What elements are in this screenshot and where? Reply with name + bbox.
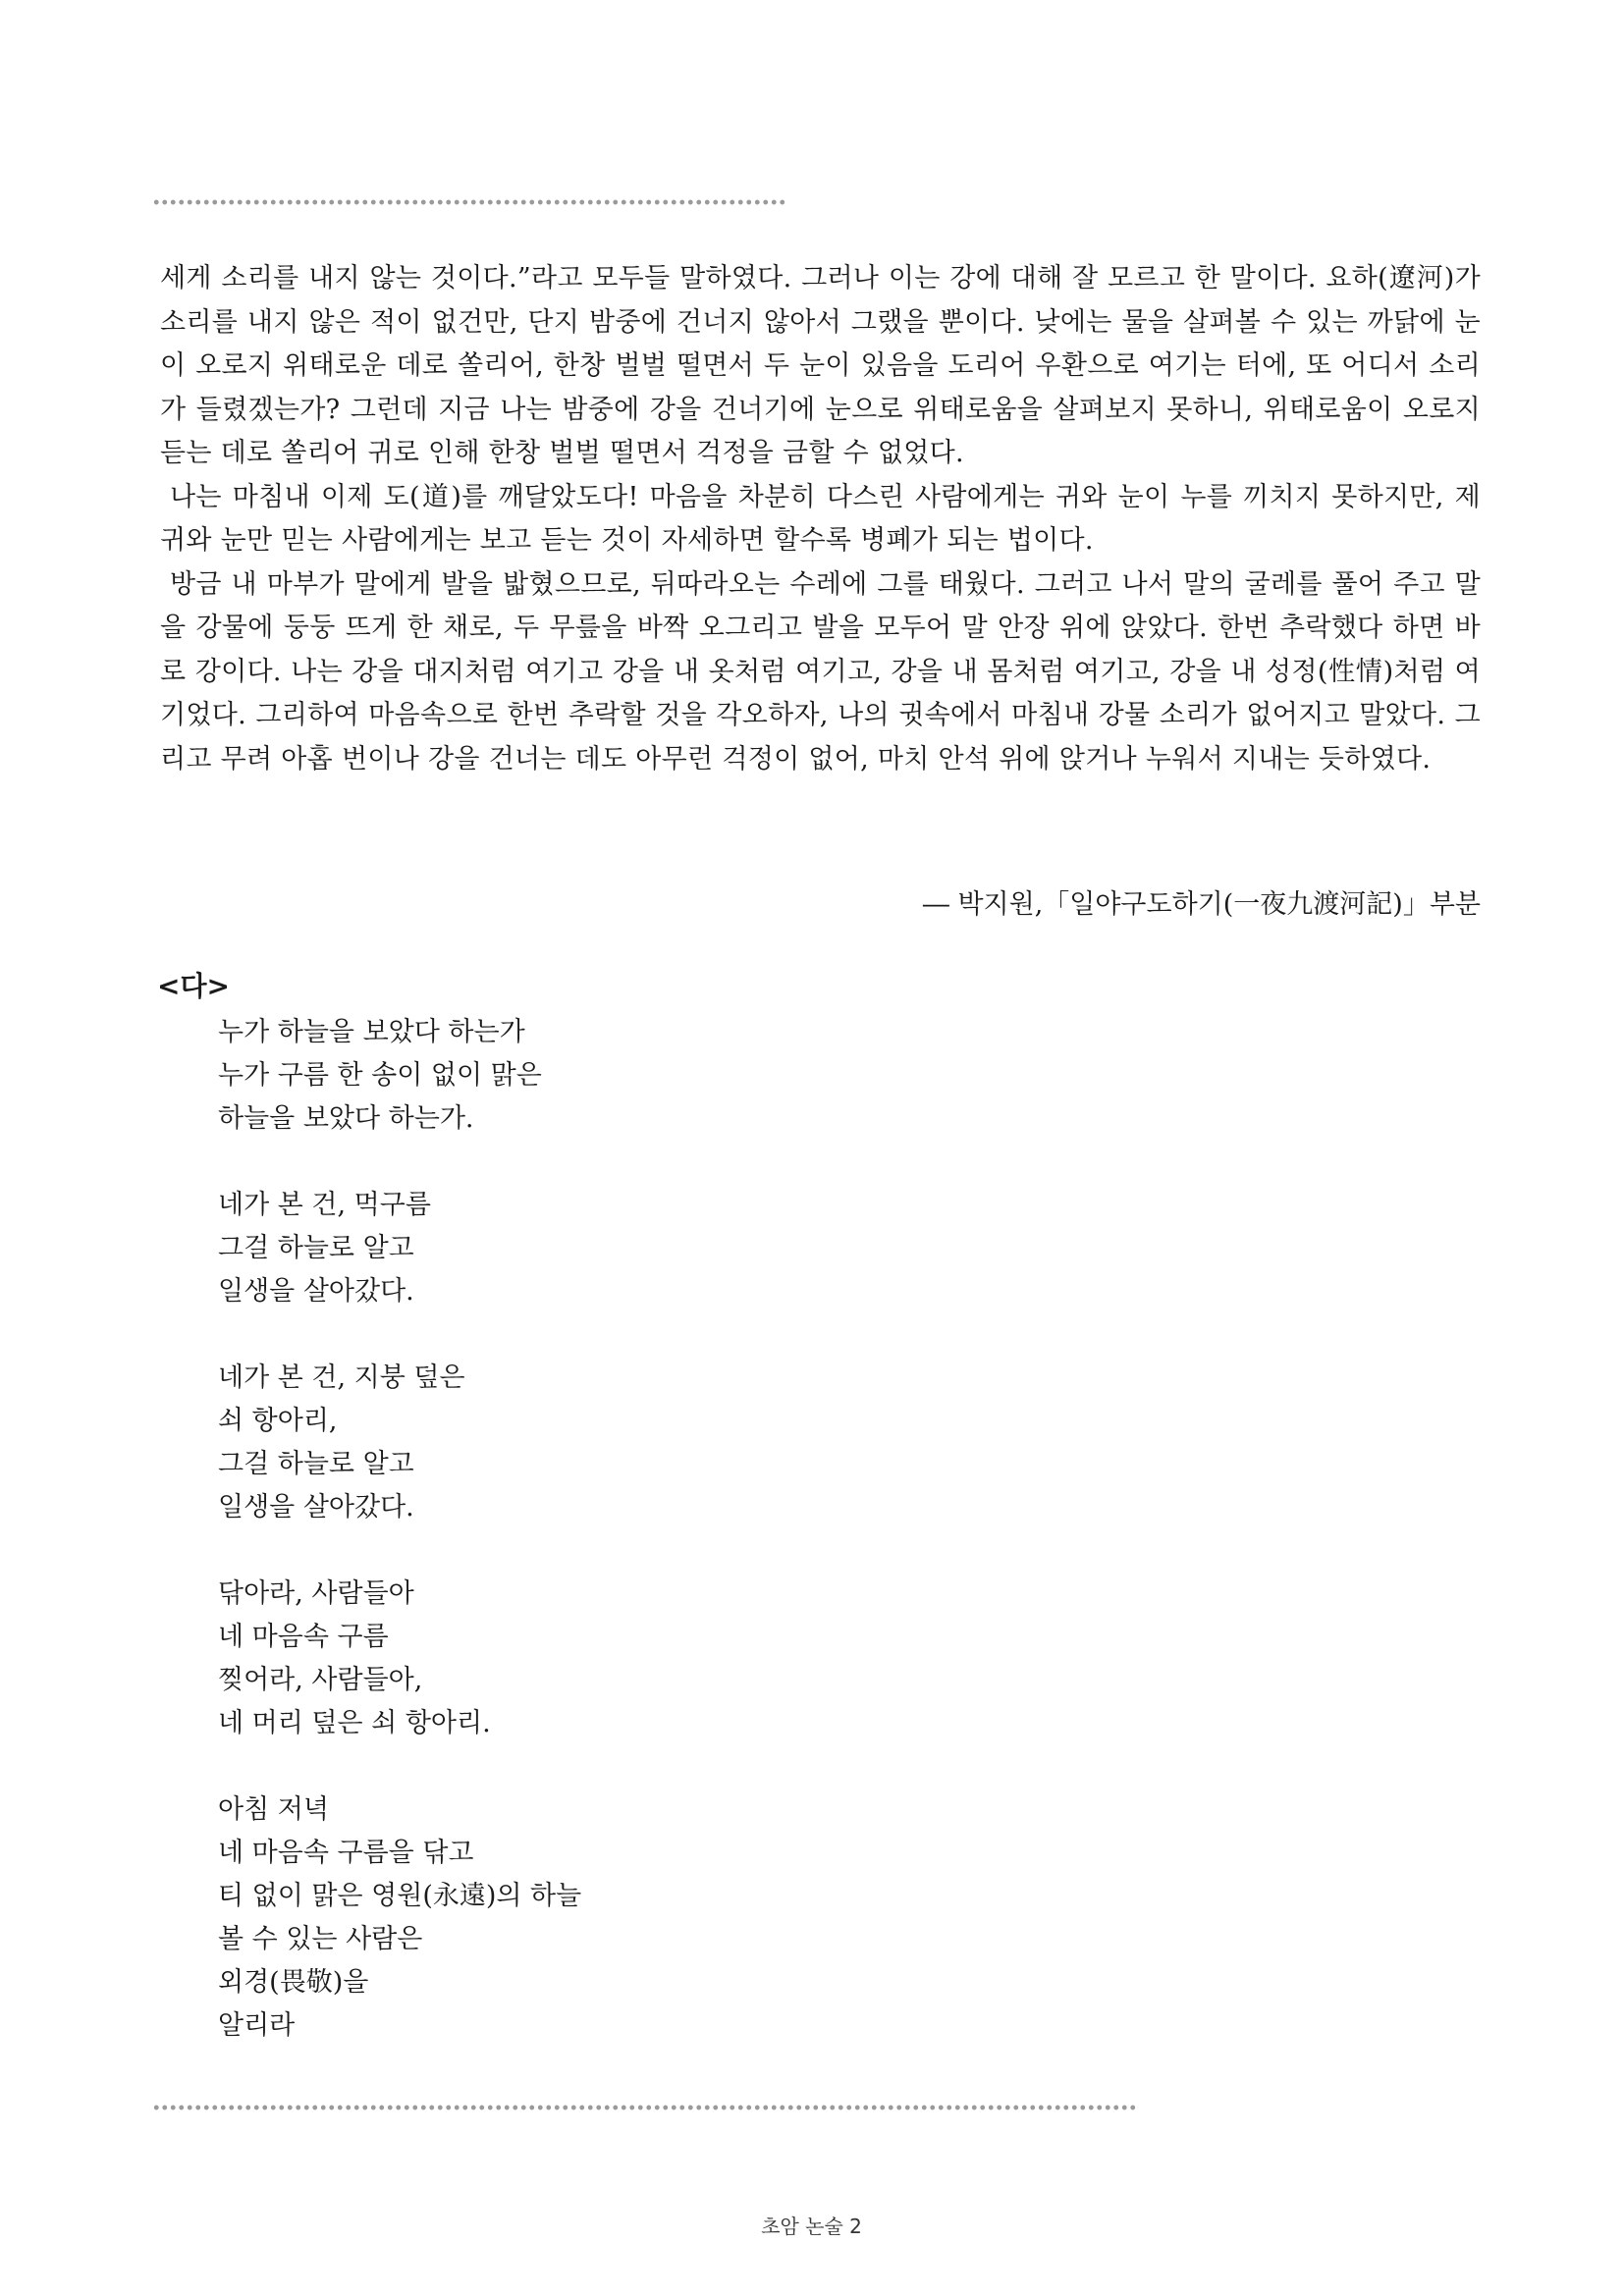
poem-line: 찢어라, 사람들아, (218, 1665, 423, 1695)
poem-line: 하늘을 보았다 하는가. (218, 1103, 474, 1134)
poem-line: 네 머리 덮은 쇠 항아리. (218, 1708, 491, 1738)
poem-stanza (218, 1011, 581, 1141)
poem (218, 1011, 581, 2048)
prose-paragraph: 방금 내 마부가 말에게 발을 밟혔으므로, 뒤따라오는 수레에 그를 태웠다. 그러고 나서 말의 굴레를 풀어 주고 말을 강물에 둥둥 뜨게 한 채로, 두 무릎을 바짝 오그리고 발을 모두어 말 안장 위에 앉았다. 한번 추락했다 하면 바로 강이다. 나는 강을 대지처럼 여기고 강을 내 옷처럼 여기고, 강을 내 몸처럼 여기고, 강을 내 성정(性情)처럼 여기었다. 그리하여 마음속으로 한번 추락할 것을 각오하자, 나의 귓속에서 마침내 강물 소리가 없어지고 말았다. 그리고 무려 아홉 번이나 강을 건너는 데도 아무런 걱정이 없어, 마치 안석 위에 앉거나 누워서 지내는 듯하였다. (160, 568, 1481, 774)
poem-line: 일생을 살아갔다. (218, 1492, 414, 1522)
poem-stanza (218, 1357, 581, 1529)
section-heading: <다> (157, 970, 230, 1002)
poem-line: 외경(畏敬)을 (218, 1967, 369, 1998)
prose-passage (160, 257, 1481, 781)
poem-line: 닦아라, 사람들아 (218, 1578, 414, 1609)
poem-stanza (218, 1789, 581, 2048)
poem-line: 네 마음속 구름 (218, 1622, 389, 1652)
poem-line: 누가 하늘을 보았다 하는가 (218, 1017, 525, 1047)
poem-line: 네가 본 건, 지붕 덮은 (218, 1362, 465, 1393)
poem-line: 볼 수 있는 사람은 (218, 1924, 423, 1954)
poem-line: 네 마음속 구름을 닦고 (218, 1838, 474, 1868)
source-citation: ― 박지원,「일야구도하기(一夜九渡河記)」부분 (922, 889, 1481, 920)
prose-paragraph: 나는 마침내 이제 도(道)를 깨달았도다! 마음을 차분히 다스린 사람에게는 귀와 눈이 누를 끼치지 못하지만, 제 귀와 눈만 믿는 사람에게는 보고 듣는 것이 자세하면 할수록 병폐가 되는 법이다. (160, 481, 1481, 556)
poem-line: 아침 저녁 (218, 1794, 329, 1825)
poem-line: 쇠 항아리, (218, 1406, 338, 1436)
poem-line: 알리라 (218, 2010, 296, 2041)
top-dotted-divider (152, 199, 788, 205)
bottom-dotted-divider (152, 2105, 1139, 2110)
poem-line: 네가 본 건, 먹구름 (218, 1190, 431, 1220)
poem-line: 그걸 하늘로 알고 (218, 1449, 414, 1479)
poem-line: 티 없이 맑은 영원(永遠)의 하늘 (218, 1881, 582, 1911)
prose-paragraph: 세게 소리를 내지 않는 것이다.”라고 모두들 말하였다. 그러나 이는 강에 대해 잘 모르고 한 말이다. 요하(遼河)가 소리를 내지 않은 적이 없건만, 단지 밤중에 건너지 않아서 그랬을 뿐이다. 낮에는 물을 살펴볼 수 있는 까닭에 눈이 오로지 위태로운 데로 쏠리어, 한창 벌벌 떨면서 두 눈이 있음을 도리어 우환으로 여기는 터에, 또 어디서 소리가 들렸겠는가? 그런데 지금 나는 밤중에 강을 건너기에 눈으로 위태로움을 살펴보지 못하니, 위태로움이 오로지 듣는 데로 쏠리어 귀로 인해 한창 벌벌 떨면서 걱정을 금할 수 없었다. (160, 263, 1481, 468)
poem-line: 누가 구름 한 송이 없이 맑은 (218, 1060, 542, 1091)
poem-stanza (218, 1573, 581, 1745)
page-footer: 초암 논술 2 (761, 2215, 862, 2238)
poem-line: 그걸 하늘로 알고 (218, 1233, 414, 1263)
poem-stanza (218, 1184, 581, 1313)
poem-line: 일생을 살아갔다. (218, 1276, 414, 1307)
